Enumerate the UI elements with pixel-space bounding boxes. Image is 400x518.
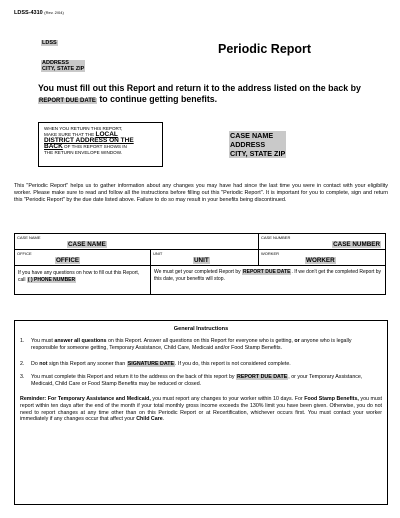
- case-info-table: [14, 233, 386, 295]
- phone-number: ( ) PHONE NUMBER: [27, 276, 76, 283]
- deadline-cell: We must get your completed Report by REPORT DUE DATE. If we don't get the completed Report by this date, your benefits will stop.: [154, 269, 382, 282]
- return-envelope-notice: WHEN YOU RETURN THIS REPORT, MAKE SURE THAT THE LOCAL DISTRICT ADDRESS ON THE BACK OF THIS REPORT SHOWS IN THE RETURN ENVELOPE WINDOW.: [38, 122, 163, 167]
- headline: You must fill out this Report and return it to the address listed on the back by REPORT DUE DATE to continue getting benefits.: [38, 83, 361, 104]
- instructions-title: General Instructions: [173, 326, 229, 332]
- case-name-value: CASE NAME: [68, 241, 106, 248]
- instruction-2: 2. Do not sign this Report any sooner than SIGNATURE DATE. If you do, this report is not considered complete.: [20, 361, 291, 367]
- unit-cell: UNIT UNIT: [151, 250, 259, 266]
- case-number-value: CASE NUMBER: [333, 241, 380, 248]
- worker-cell: WORKER WORKER: [259, 250, 385, 266]
- office-value: OFFICE: [56, 257, 80, 264]
- agency-name: LDSS: [42, 40, 57, 46]
- reminder-paragraph: Reminder: For Temporary Assistance and Medicaid, you must report any changes to your worker within 10 days. For Food Stamp Benefits, you must report within ten days after the end of the month if your total monthly gross income exceeds the 130% limit you have been given. Otherwise, you do not need to report changes at any time other than on this Periodic Report or at Recertification, whichever occurs first. You must contact your worker immediately if any changes occur that affect your Child Care.: [20, 396, 382, 423]
- worker-value: WORKER: [306, 257, 335, 264]
- page-title: Periodic Report: [218, 42, 312, 56]
- intro-paragraph: This "Periodic Report" helps us to gather information about any changes you may have had since the last time you were in contact with your eligibility worker. Please make sure to read and follow all the instructions before filling out this "Periodic Report". It is important for you to complete, sign and return this "Periodic Report" by the due date listed above. Failure to do so may result in your benefits being discontinued.: [14, 183, 388, 203]
- case-mailing-block: CASE NAME ADDRESS CITY, STATE ZIP: [230, 131, 286, 158]
- case-number-cell: CASE NUMBER CASE NUMBER: [259, 234, 385, 250]
- general-instructions: [14, 320, 388, 505]
- unit-value: UNIT: [194, 257, 209, 264]
- instruction-3: 3. You must complete this Report and return it to the address on the back of this report by REPORT DUE DATE, or your Temporary Assistance, Medicaid, Child Care or Food Stamp Benefits may be reduced or closed.: [20, 374, 363, 387]
- questions-cell: If you have any questions on how to fill out this Report, call ( ) PHONE NUMBER: [15, 266, 151, 294]
- instruction-1: 1. You must answer all questions on this Report. Answer all questions on this Report for everyone who is getting, or anyone who is legally responsible for someone getting, Temporary Assistance, Child Care, Medicaid and/or Food Stamp Benefits.: [20, 338, 352, 351]
- form-number: LDSS-4310 (Rev. 2/04): [14, 10, 64, 16]
- office-cell: OFFICE OFFICE: [15, 250, 151, 266]
- signature-date: SIGNATURE DATE: [127, 361, 175, 367]
- report-due-date: REPORT DUE DATE: [39, 98, 96, 104]
- case-name-cell: CASE NAME CASE NAME: [15, 234, 259, 250]
- agency-address: ADDRESS CITY, STATE ZIP: [42, 60, 85, 72]
